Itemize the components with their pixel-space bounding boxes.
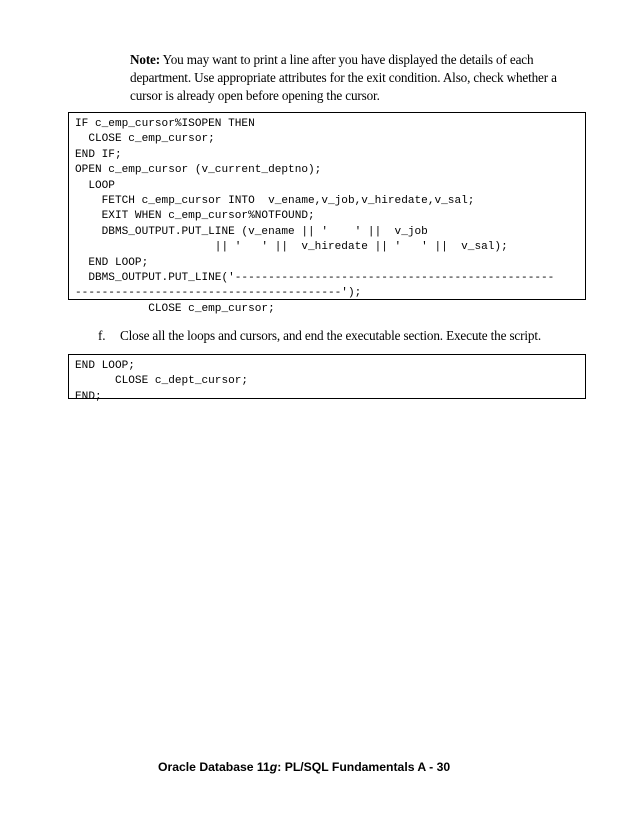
code-line: CLOSE c_dept_cursor; [75,375,249,388]
code-line: END IF; [75,148,122,161]
code-line: END; [75,390,102,403]
step-f-text: Close all the loops and cursors, and end the executable section. Execute the script. [120,328,541,343]
code-lines-2 [75,359,585,405]
code-line: || ' ' || v_hiredate || ' ' || v_sal); [75,241,508,254]
code-lines-1 [75,117,585,317]
code-line: DBMS_OUTPUT.PUT_LINE (v_ename || ' ' || v_job [75,225,428,238]
footer-text-before: Oracle Database 11 [158,760,270,774]
code-line: END LOOP; [75,360,135,372]
code-line: FETCH c_emp_cursor INTO v_ename,v_job,v_hiredate,v_sal; [75,195,475,208]
note-label: Note: [130,52,161,67]
note-paragraph [130,51,570,105]
step-f-label: f. [98,328,106,343]
footer-text-after: : PL/SQL Fundamentals A - 30 [277,760,451,774]
code-line: END LOOP; [75,256,149,269]
code-block-cursor-loop [68,112,586,315]
code-line: ----------------------------------------'); [75,287,362,300]
code-block-close-cursors [68,354,586,403]
page-footer [158,759,450,775]
code-line: DBMS_OUTPUT.PUT_LINE('------------------------------------------------ [75,272,555,285]
note-text: You may want to print a line after you have displayed the details of each department. Use appropriate attributes for the exit condition. Also, check whether a cursor is already open before opening the cursor. [130,52,557,103]
code-line: OPEN c_emp_cursor (v_current_deptno); [75,164,322,177]
step-f-paragraph [98,327,541,345]
code-line: CLOSE c_emp_cursor; [75,302,275,315]
code-line: CLOSE c_emp_cursor; [75,133,215,146]
footer-text-italic: g [269,760,278,774]
code-line: IF c_emp_cursor%ISOPEN THEN [75,118,255,130]
code-line: LOOP [75,179,115,192]
code-line: EXIT WHEN c_emp_cursor%NOTFOUND; [75,210,315,223]
